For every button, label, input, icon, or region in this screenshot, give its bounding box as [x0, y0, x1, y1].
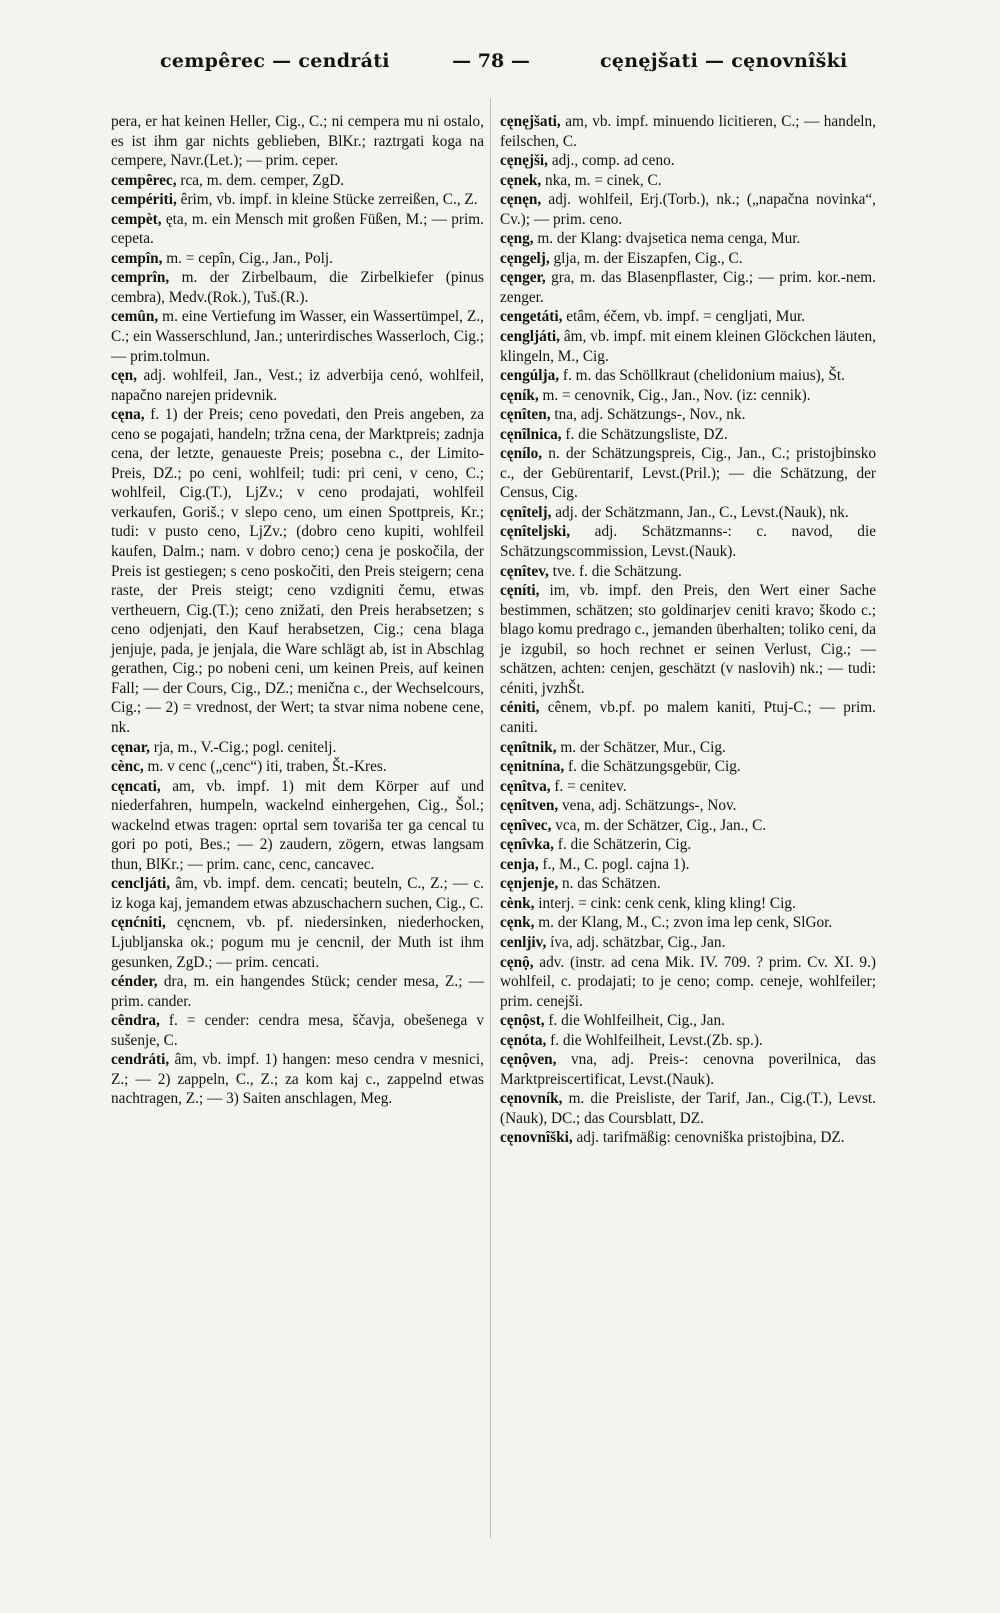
dictionary-entry: [500, 1089, 876, 1128]
entry-headword: cęnîtnik,: [500, 738, 557, 756]
entry-definition: f. die Wohlfeilheit, Cig., Jan.: [544, 1012, 725, 1030]
dictionary-entry: [500, 1050, 876, 1089]
entry-headword: cenljiv,: [500, 933, 547, 951]
entry-definition: m. der Klang: dvajsetica nema cenga, Mur.: [533, 230, 801, 248]
entry-definition: etâm, éčem, vb. impf. = cengljati, Mur.: [562, 308, 806, 326]
dictionary-entry: [500, 268, 876, 307]
entry-headword: cemûn,: [111, 308, 159, 326]
entry-headword: cendráti,: [111, 1051, 170, 1069]
entry-definition: rca, m. dem. cemper, ZgD.: [176, 171, 345, 189]
dictionary-entry: [500, 327, 876, 366]
entry-definition: ęta, m. ein Mensch mit großen Füßen, M.; — prim. cepeta.: [111, 210, 484, 248]
entry-headword: cengetáti,: [500, 308, 563, 326]
dictionary-entry: [111, 1050, 484, 1109]
dictionary-entry: [111, 1011, 484, 1050]
entry-definition: f. 1) der Preis; ceno povedati, den Preis angeben, za ceno se pogajati, handeln; tržna cena, der Marktpreis; zadnja cena, der letzte, genaueste Preis; posebna c., der Limito-Preis, DZ.; po ceni, wohlfeil; tudi: pri ceni, v ceno, C.; wohlfeil, Cig.(T.), LjZv.; v ceno prodajati, wohlfeil verkaufen, Goriš.; v slepo ceno, um einen Spottpreis, Kr.; tudi: v pusto ceno, LjZv.; (dobro ceno kupiti, wohlfeil kaufen, Dalm.; nam. v dobro ceno;) cena je poskočila, der Preis ist gestiegen; s ceno poskočiti, den Preis steigern; cena raste, der Preis steigt; ceno vzdigniti čemu, etwas vertheuern, Cig.(T.); ceno znižati, den Preis herabsetzen; s ceno odjenjati, den Kauf herabsetzen, Cig.; cena blaga jenjuje, pada, je jenjala, die Ware schlägt ab, ist in Abschlag gerathen, Cig.; po nobeni ceni, um keinen Preis, auf keinen Fall; — der Cours, Cig., DZ.; menična c., der Wechselcours, Cig.; — 2) = vrednost, der Wert; ta stvar nima nobene cene, nk.: [111, 406, 484, 736]
entry-definition: adj. wohlfeil, Erj.(Torb.), nk.; („napačna novinka“, Cv.); — prim. ceno.: [500, 191, 876, 228]
entry-definition: adj. Schätzmanns-: c. navod, die Schätzungscommission, Levst.(Nauk).: [500, 523, 876, 561]
entry-definition: m. = cenovnik, Cig., Jan., Nov. (iz: cennik).: [538, 386, 811, 404]
entry-definition: im, vb. impf. den Preis, den Wert einer Sache bestimmen, schätzen; sto goldinarjev ceniti kravo; škodo c.; blago komu predrago c., jemanden überhalten; toliko ceni, da je izgubil, so hoch rechnet er seinen Verlust, Cig.; — schätzen, achten: cenjen, geschätzt (v naslovih) nk.; — tudi: céniti, jvzhŠt.: [500, 582, 876, 697]
dictionary-entry: [111, 366, 484, 405]
dictionary-entry: [500, 307, 876, 327]
dictionary-entry: [111, 268, 484, 307]
entry-headword: cęnar,: [111, 738, 150, 756]
entry-headword: cènk,: [500, 894, 535, 912]
entry-headword: cęnộst,: [500, 1012, 545, 1030]
entry-headword: cęnílo,: [500, 445, 543, 463]
entry-definition: m. der Schätzer, Mur., Cig.: [556, 738, 726, 756]
entry-headword: cęnîlnica,: [500, 425, 562, 443]
entry-headword: cęnovnîški,: [500, 1129, 573, 1147]
entry-definition: dra, m. ein hangendes Stück; cender mesa, Z.; — prim. cander.: [111, 973, 484, 1010]
entry-headword: cęnęn,: [500, 191, 542, 209]
entry-definition: f., M., C. pogl. cajna 1).: [538, 855, 690, 873]
dictionary-entry: [111, 112, 484, 171]
entry-definition: gra, m. das Blasenpflaster, Cig.; — prim. kor.-nem. zenger.: [500, 269, 876, 306]
entry-headword: céniti,: [500, 699, 540, 717]
entry-headword: cęnîvka,: [500, 836, 554, 854]
dictionary-entry: [111, 913, 484, 972]
entry-definition: tve. f. die Schätzung.: [548, 562, 682, 580]
entry-definition: f. m. das Schöllkraut (chelidonium maius), Št.: [559, 367, 845, 385]
dictionary-entry: [500, 738, 876, 758]
dictionary-entry: [111, 171, 484, 191]
entry-definition: n. der Schätzungspreis, Cig., Jan., C.; pristojbinsko c., der Gebürentarif, Levst.(Pril.); — die Schätzung, der Census, Cig.: [500, 445, 876, 502]
left-column: [111, 112, 484, 1109]
dictionary-entry: [500, 151, 876, 171]
entry-headword: cènc,: [111, 758, 144, 776]
dictionary-entry: [500, 503, 876, 523]
entry-headword: cęnjenje,: [500, 875, 559, 893]
entry-headword: cęnger,: [500, 269, 546, 287]
entry-definition: nka, m. = cinek, C.: [541, 171, 662, 189]
entry-headword: cęnek,: [500, 171, 542, 189]
dictionary-entry: [500, 1031, 876, 1051]
entry-definition: f. die Schätzungsgebür, Cig.: [564, 758, 741, 776]
dictionary-entry: [500, 913, 876, 933]
entry-headword: cęnovník,: [500, 1090, 563, 1108]
entry-definition: m. = cepîn, Cig., Jan., Polj.: [162, 249, 333, 267]
dictionary-entry: [500, 249, 876, 269]
dictionary-entry: [500, 816, 876, 836]
entry-headword: cęnóta,: [500, 1031, 547, 1049]
entry-headword: cęnîtven,: [500, 797, 559, 815]
entry-headword: cęnîvec,: [500, 816, 552, 834]
dictionary-entry: [500, 777, 876, 797]
dictionary-entry: [500, 229, 876, 249]
entry-headword: cempèt,: [111, 210, 162, 228]
entry-definition: vca, m. der Schätzer, Cig., Jan., C.: [551, 816, 767, 834]
dictionary-entry: [500, 855, 876, 875]
entry-definition: cênem, vb.pf. po malem kaniti, Ptuj-C.; — prim. caniti.: [500, 699, 876, 736]
dictionary-entry: [500, 874, 876, 894]
entry-definition: adj. wohlfeil, Jan., Vest.; iz adverbija cenó, wohlfeil, napačno narejen pridevnik.: [111, 367, 484, 404]
entry-headword: cemprîn,: [111, 269, 170, 287]
entry-headword: cęnîtev,: [500, 562, 549, 580]
entry-definition: f. = cenitev.: [550, 777, 627, 795]
dictionary-entry: [111, 874, 484, 913]
entry-definition: âm, vb. impf. mit einem kleinen Glöckchen läuten, klingeln, M., Cig.: [500, 328, 876, 365]
dictionary-entry: [111, 249, 484, 269]
dictionary-entry: [500, 425, 876, 445]
dictionary-entry: [500, 112, 876, 151]
entry-definition: f. die Schätzungsliste, DZ.: [561, 425, 728, 443]
dictionary-entry: [500, 190, 876, 229]
entry-headword: cęnîtva,: [500, 777, 551, 795]
entry-definition: f. = cender: cendra mesa, ščavja, obešenega v sušenje, C.: [111, 1012, 484, 1049]
entry-headword: cęníti,: [500, 582, 540, 600]
entry-definition: am, vb. impf. 1) mit dem Körper auf und niederfahren, humpeln, wackelnd einhergehen, Cig., Šol.; wackelnd etwas tragen: oprtal sem tovariša ter ga cencal tu gori po poti, Bes.; — 2) zaudern, zögern, etwas langsam thun, BlKr.; — prim. canc, cenc, cancavec.: [111, 777, 484, 873]
entry-headword: cęník,: [500, 386, 539, 404]
entry-definition: adv. (instr. ad cena Mik. IV. 709. ? prim. Cv. XI. 9.) wohlfeil, c. prodajati; to je ceno; comp. ceneje, wohlfeiler; prim. cenejši.: [500, 953, 876, 1010]
entry-headword: cęnćniti,: [111, 914, 166, 932]
dictionary-entry: [500, 171, 876, 191]
entry-headword: cęna,: [111, 406, 145, 424]
entry-headword: cęngelj,: [500, 249, 550, 267]
entry-definition: tna, adj. Schätzungs-, Nov., nk.: [550, 406, 746, 424]
dictionary-entry: [111, 307, 484, 366]
entry-headword: cénder,: [111, 973, 158, 991]
entry-headword: cęnęjšati,: [500, 113, 561, 130]
entry-definition: rja, m., V.-Cig.; pogl. cenitelj.: [149, 738, 337, 756]
dictionary-entry: [111, 190, 484, 210]
entry-definition: m. v cenc („cenc“) iti, traben, Št.-Kres.: [143, 758, 387, 776]
entry-definition: âm, vb. impf. dem. cencati; beuteln, C., Z.; — c. iz koga kaj, jemandem etwas abzuschachern suchen, Cig., C.: [111, 875, 484, 912]
entry-definition: pera, er hat keinen Heller, Cig., C.; ni cempera mu ni ostalo, es ist ihm gar nichts geblieben, BlKr.; raztrgati koga na cempere, Navr.(Let.); — prim. ceper.: [111, 113, 484, 170]
dictionary-entry: [111, 210, 484, 249]
entry-headword: cengljáti,: [500, 328, 560, 346]
entry-definition: âm, vb. impf. 1) hangen: meso cendra v mesnici, Z.; — 2) zappeln, C., Z.; za kom kaj c., zappelnd etwas nachtragen, Z.; — 3) Saiten anschlagen, Meg.: [111, 1051, 484, 1108]
dictionary-entry: [500, 894, 876, 914]
entry-headword: cencljáti,: [111, 875, 171, 893]
entry-headword: cęnộ,: [500, 953, 534, 971]
entry-headword: cęnîteljski,: [500, 523, 571, 541]
entry-definition: n. das Schätzen.: [558, 875, 661, 893]
entry-definition: glja, m. der Eiszapfen, Cig., C.: [549, 249, 743, 267]
entry-definition: m. der Klang, M., C.; zvon ima lep cenk, SlGor.: [534, 914, 833, 932]
entry-headword: cęnîten,: [500, 406, 551, 424]
dictionary-entry: [111, 972, 484, 1011]
column-divider: [490, 98, 491, 1538]
dictionary-entry: [111, 757, 484, 777]
page-number: — 78 —: [452, 50, 530, 72]
entry-headword: cęnk,: [500, 914, 535, 932]
entry-definition: adj. tarifmäßig: cenovniška pristojbina, DZ.: [572, 1129, 845, 1147]
entry-headword: cęnitnína,: [500, 758, 565, 776]
dictionary-entry: [500, 1128, 876, 1148]
entry-headword: cengúlja,: [500, 367, 560, 385]
entry-headword: cempîn,: [111, 249, 163, 267]
dictionary-entry: [500, 757, 876, 777]
entry-definition: íva, adj. schätzbar, Cig., Jan.: [546, 933, 726, 951]
entry-headword: cęnęjši,: [500, 152, 548, 170]
entry-headword: cêndra,: [111, 1012, 160, 1030]
dictionary-entry: [500, 581, 876, 698]
dictionary-entry: [500, 444, 876, 503]
right-column: [500, 112, 876, 1148]
dictionary-entry: [111, 405, 484, 737]
entry-headword: cęng,: [500, 230, 534, 248]
entry-headword: cęn,: [111, 367, 137, 385]
entry-definition: interj. = cink: cenk cenk, kling kling! Cig.: [534, 894, 796, 912]
dictionary-entry: [500, 405, 876, 425]
entry-headword: cempériti,: [111, 191, 177, 209]
dictionary-entry: [500, 386, 876, 406]
entry-definition: cęncnem, vb. pf. niedersinken, niederhocken, Ljubljanska ok.; pogum mu je cencnil, der Muth ist ihm gesunken, ZgD.; — prim. cencati.: [111, 914, 484, 971]
header-left-guideword: cempêrec — cendráti: [160, 50, 390, 72]
entry-definition: vena, adj. Schätzungs-, Nov.: [558, 797, 737, 815]
entry-headword: cęnộven,: [500, 1051, 557, 1069]
header-right-guideword: cęnęjšati — cęnovnîški: [600, 50, 848, 72]
dictionary-entry: [500, 366, 876, 386]
dictionary-entry: [500, 953, 876, 1012]
dictionary-entry: [500, 835, 876, 855]
page-header: [0, 0, 1000, 110]
entry-definition: adj., comp. ad ceno.: [548, 152, 675, 170]
entry-definition: f. die Schätzerin, Cig.: [553, 836, 692, 854]
entry-headword: cęnîtelj,: [500, 503, 552, 521]
dictionary-entry: [500, 698, 876, 737]
dictionary-entry: [500, 562, 876, 582]
entry-headword: cenja,: [500, 855, 539, 873]
entry-headword: cempêrec,: [111, 171, 177, 189]
entry-definition: f. die Wohlfeilheit, Levst.(Zb. sp.).: [546, 1031, 763, 1049]
entry-definition: êrim, vb. impf. in kleine Stücke zerreißen, C., Z.: [176, 191, 478, 209]
entry-definition: am, vb. impf. minuendo licitieren, C.; — handeln, feilschen, C.: [500, 113, 876, 150]
entry-definition: vna, adj. Preis-: cenovna poverilnica, das Marktpreiscertificat, Levst.(Nauk).: [500, 1051, 876, 1088]
entry-definition: m. die Preisliste, der Tarif, Jan., Cig.(T.), Levst.(Nauk), DC.; das Coursblatt, DZ.: [500, 1090, 876, 1127]
dictionary-entry: [500, 933, 876, 953]
entry-definition: m. der Zirbelbaum, die Zirbelkiefer (pinus cembra), Medv.(Rok.), Tuš.(R.).: [111, 269, 484, 306]
dictionary-entry: [111, 777, 484, 875]
entry-definition: adj. der Schätzmann, Jan., C., Levst.(Nauk), nk.: [551, 503, 849, 521]
entry-headword: cęncati,: [111, 777, 161, 795]
entry-definition: m. eine Vertiefung im Wasser, ein Wassertümpel, Z., C.; ein Wasserschlund, Jan.; unterirdisches Wasserloch, Cig.; — prim.tolmun.: [111, 308, 484, 365]
dictionary-entry: [500, 796, 876, 816]
dictionary-entry: [500, 522, 876, 561]
dictionary-entry: [111, 738, 484, 758]
dictionary-entry: [500, 1011, 876, 1031]
